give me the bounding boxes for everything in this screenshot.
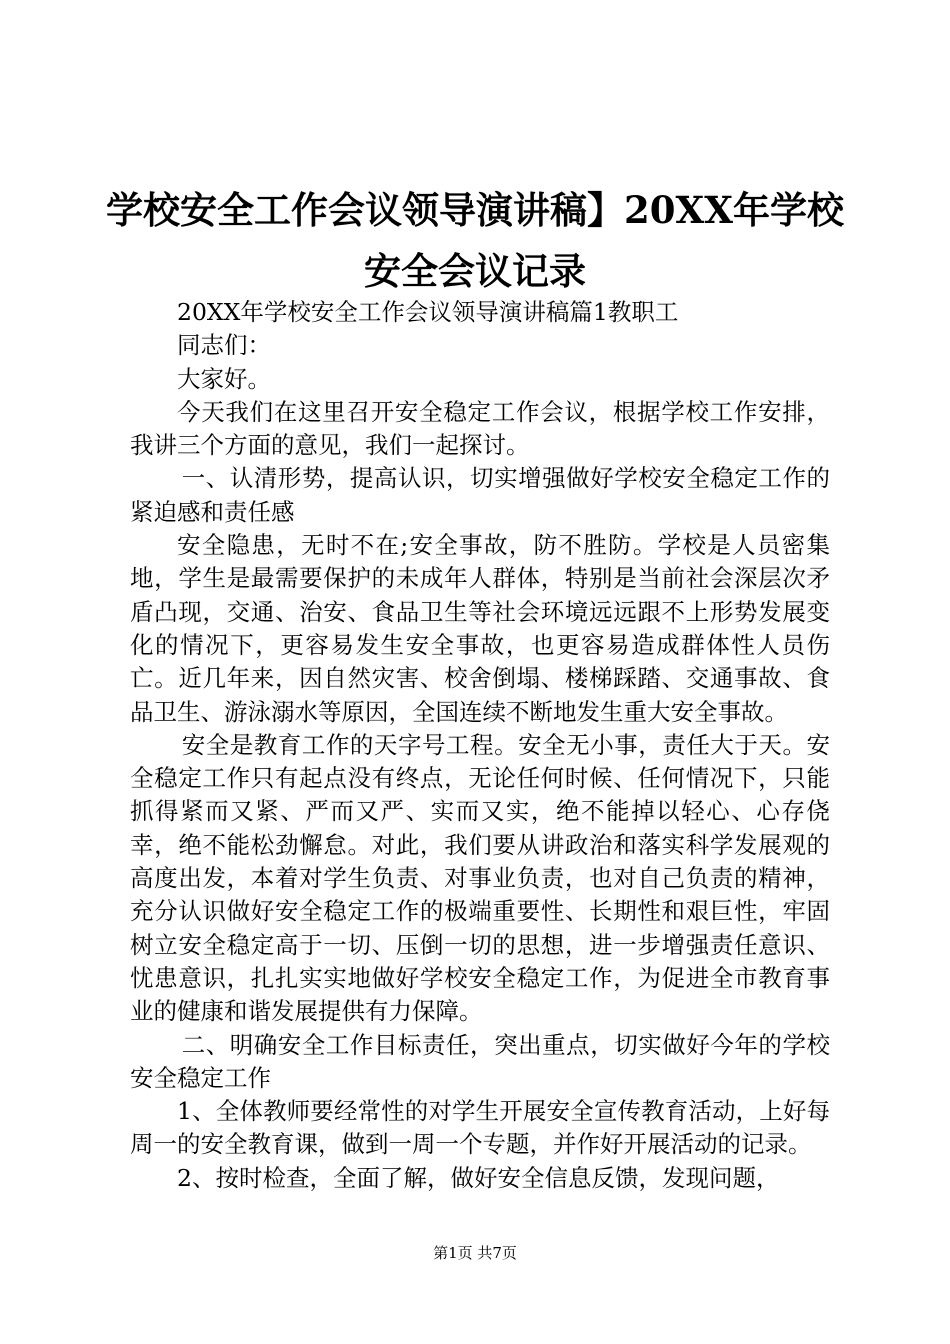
- section-heading-1: 一、认清形势，提高认识，切实增强做好学校安全稳定工作的紧迫感和责任感: [130, 464, 830, 526]
- paragraph-heading-line: 20XX年学校安全工作会议领导演讲稿篇1教职工: [177, 298, 679, 326]
- document-title-line-2: 安全会议记录: [364, 249, 586, 293]
- list-item: 1、全体教师要经常性的对学生开展安全宣传教育活动，上好每周一的安全教育课，做到一周一个专题，并作好开展活动的记录。: [130, 1097, 830, 1159]
- paragraph-salutation: 同志们：: [177, 331, 271, 360]
- paragraph-greeting: 大家好。: [177, 364, 271, 393]
- list-item: 2、按时检查，全面了解，做好安全信息反馈，发现问题，: [177, 1163, 780, 1192]
- section-heading-2: 二、明确安全工作目标责任，突出重点，切实做好今年的学校安全稳定工作: [130, 1030, 830, 1092]
- paragraph-body: 安全是教育工作的天字号工程。安全无小事，责任大于天。安全稳定工作只有起点没有终点，无论任何时候、任何情况下，只能抓得紧而又紧、严而又严、实而又实，绝不能掉以轻心、心存侥幸，绝不能松劲懈怠。对此，我们要从讲政治和落实科学发展观的高度出发，本着对学生负责、对事业负责，也对自己负责的精神，充分认识做好安全稳定工作的极端重要性、长期性和艰巨性，牢固树立安全稳定高于一切、压倒一切的思想，进一步增强责任意识、忧患意识，扎扎实实地做好学校安全稳定工作，为促进全市教育事业的健康和谐发展提供有力保障。: [130, 730, 830, 1026]
- paragraph-intro: 今天我们在这里召开安全稳定工作会议，根据学校工作安排，我讲三个方面的意见，我们一起探讨。: [130, 397, 830, 460]
- document-title-line-1: 学校安全工作会议领导演讲稿】20XX年学校: [106, 188, 844, 232]
- page-footer: 第1页 共7页: [433, 1244, 517, 1262]
- document-body: [130, 296, 830, 1195]
- paragraph-body: 安全隐患，无时不在;安全事故，防不胜防。学校是人员密集地，学生是最需要保护的未成年人群体，特别是当前社会深层次矛盾凸现，交通、治安、食品卫生等社会环境远远跟不上形势发展变化的情况下，更容易发生安全事故，也更容易造成群体性人员伤亡。近几年来，因自然灾害、校舍倒塌、楼梯踩踏、交通事故、食品卫生、游泳溺水等原因，全国连续不断地发生重大安全事故。: [130, 531, 830, 726]
